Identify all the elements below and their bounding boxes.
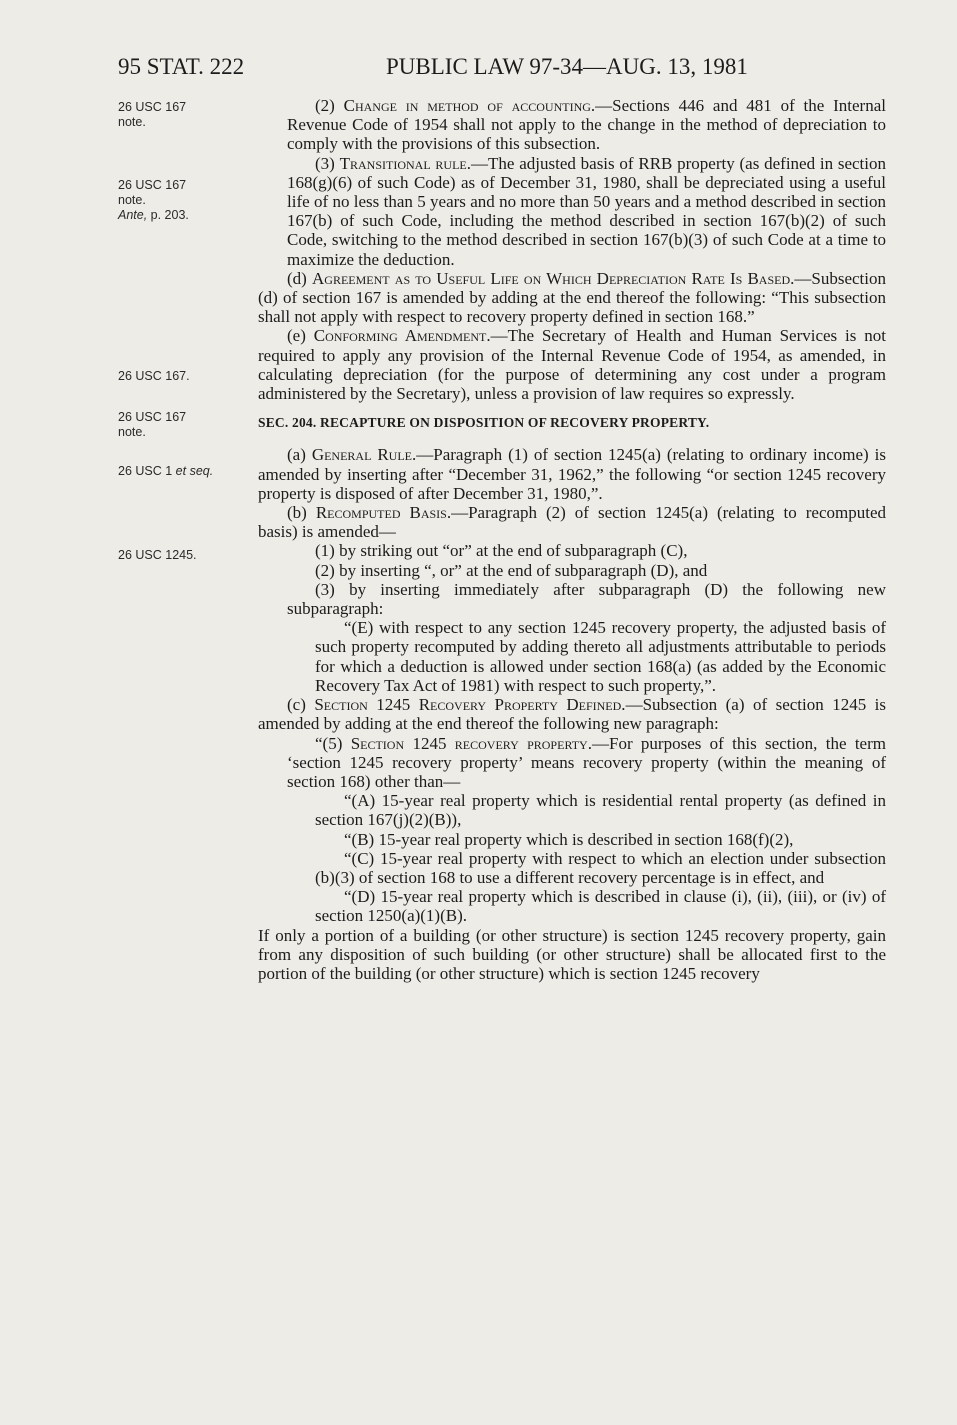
margin-note-1-line2: note. — [118, 115, 146, 129]
paragraph-2 — [258, 96, 886, 154]
paragraph-b-heading: Recomputed Basis. — [315, 503, 452, 523]
margin-note-2-line1: 26 USC 167 — [118, 178, 187, 192]
margin-note-3-line1: 26 USC 167. — [118, 369, 190, 383]
paragraph-c-number: (c) — [287, 695, 315, 715]
margin-note-2 — [118, 178, 238, 223]
paragraph-final: If only a portion of a building (or other structure) is section 1245 recovery property, gain from any disposition of such building (or other structure) shall be allocated first to the portion of the building (or other structure) which is section 1245 recovery — [258, 925, 886, 983]
paragraph-5-heading: Section 1245 recovery property. — [350, 733, 592, 753]
paragraph-e-body: —The Secretary of Health and Human Services is not required to apply any provision of the Internal Revenue Code of 1954, as amended, in calculating depreciation (for the purpose of determining any cost under a program administered by the Secretary), unless a provision of law requires so expressly. — [258, 326, 886, 404]
margin-note-4 — [118, 410, 238, 440]
margin-note-3 — [118, 369, 238, 384]
margin-note-5 — [118, 464, 238, 479]
margin-note-1 — [118, 100, 238, 130]
paragraph-c — [258, 695, 886, 733]
paragraph-e — [258, 326, 886, 403]
paragraph-a-number: (a) — [287, 445, 312, 465]
paragraph-5-body: —For purposes of this section, the term ‘section 1245 recovery property’ means recovery property (within the meaning of section 168) other than— — [287, 733, 886, 791]
paragraph-2-heading: Change in method of accounting. — [343, 96, 596, 115]
paragraph-3-body: —The adjusted basis of RRB property (as defined in section 168(g)(6) of such Code) as of December 31, 1980, shall be depreciated using a useful life of no less than 5 years and no more than 50 years and a method described in section 167(b) of such Code, including the method described in section 167(b)(2) of such Code, switching to the method described in section 167(b)(3) of such Code at a time to maximize the deduction. — [287, 153, 887, 269]
paragraph-a-heading: General Rule. — [311, 445, 417, 465]
paragraph-d — [258, 269, 886, 327]
margin-note-6-line1: 26 USC 1245. — [118, 548, 197, 562]
paragraph-5-D: “(D) 15-year real property which is described in clause (i), (ii), (iii), or (iv) of section 1250(a)(1)(B). — [315, 887, 886, 926]
paragraph-2-number: (2) — [315, 96, 344, 115]
paragraph-e-number: (e) — [287, 326, 314, 346]
paragraph-e-heading: Conforming Amendment. — [313, 326, 491, 346]
paragraph-5-B: “(B) 15-year real property which is described in section 168(f)(2), — [344, 829, 794, 849]
paragraph-3-heading: Transitional rule. — [339, 153, 472, 173]
paragraph-d-body: —Subsection (d) of section 167 is amended by adding at the end thereof the following: “This subsection shall not apply with respect to recovery property defined in section 168.” — [258, 268, 886, 327]
paragraph-c-heading: Section 1245 Recovery Property Defined. — [314, 695, 626, 715]
paragraph-5-C: “(C) 15-year real property with respect to which an election under subsection (b)(3) of section 168 to use a different recovery percentage is in effect, and — [315, 848, 886, 887]
margin-note-2-ante: Ante, — [118, 208, 148, 222]
paragraph-b-2: (2) by inserting “, or” at the end of subparagraph (D), and — [315, 560, 708, 580]
margin-note-2-line3 — [118, 208, 238, 223]
paragraph-d-heading: Agreement as to Useful Life on Which Depreciation Rate Is Based. — [312, 268, 795, 288]
document-body — [258, 96, 886, 983]
law-title: PUBLIC LAW 97-34—AUG. 13, 1981 — [386, 54, 748, 79]
paragraph-a-body: —Paragraph (1) of section 1245(a) (relating to ordinary income) is amended by inserting after “December 31, 1962,” the following “or section 1245 recovery property is disposed of after December 31, 1980,”. — [258, 445, 886, 503]
paragraph-3-number: (3) — [315, 153, 340, 173]
margin-note-4-line2: note. — [118, 425, 146, 439]
paragraph-5-number: “(5) — [315, 733, 351, 753]
paragraph-b-number: (b) — [287, 503, 316, 523]
margin-note-5-main: 26 USC 1 — [118, 464, 176, 478]
paragraph-5-A: “(A) 15-year real property which is residential rental property (as defined in section 167(j)(2)(B)), — [315, 791, 886, 830]
page-number: 95 STAT. 222 — [118, 54, 245, 79]
paragraph-a — [258, 445, 886, 503]
paragraph-2-body: —Sections 446 and 481 of the Internal Revenue Code of 1954 shall not apply to the change in the method of depreciation to comply with the provisions of this subsection. — [287, 96, 886, 154]
paragraph-c-body: —Subsection (a) of section 1245 is amended by adding at the end thereof the following new paragraph: — [258, 695, 886, 734]
paragraph-b-1: (1) by striking out “or” at the end of subparagraph (C), — [315, 541, 688, 561]
margin-note-5-italic: et seq. — [175, 464, 214, 478]
paragraph-b-E: “(E) with respect to any section 1245 recovery property, the adjusted basis of such property recomputed by adding thereto all adjustments attributable to periods for which a deduction is allowed under section 168(a) (as added by the Economic Recovery Tax Act of 1981) with respect to such property,”. — [315, 618, 886, 695]
paragraph-b — [258, 503, 886, 541]
margin-note-4-line1: 26 USC 167 — [118, 410, 187, 424]
margin-note-1-line1: 26 USC 167 — [118, 100, 187, 114]
page-header — [118, 50, 848, 84]
paragraph-d-number: (d) — [287, 268, 312, 288]
margin-note-2-page: p. 203. — [147, 208, 189, 222]
paragraph-5 — [258, 734, 886, 792]
section-heading: SEC. 204. RECAPTURE ON DISPOSITION OF RECOVERY PROPERTY. — [258, 415, 710, 431]
paragraph-b-body: —Paragraph (2) of section 1245(a) (relating to recomputed basis) is amended— — [258, 503, 886, 542]
margin-note-2-line2: note. — [118, 193, 146, 207]
paragraph-b-3: (3) by inserting immediately after subparagraph (D) the following new subparagraph: — [287, 579, 886, 619]
margin-note-6 — [118, 548, 238, 563]
paragraph-3 — [258, 154, 886, 269]
